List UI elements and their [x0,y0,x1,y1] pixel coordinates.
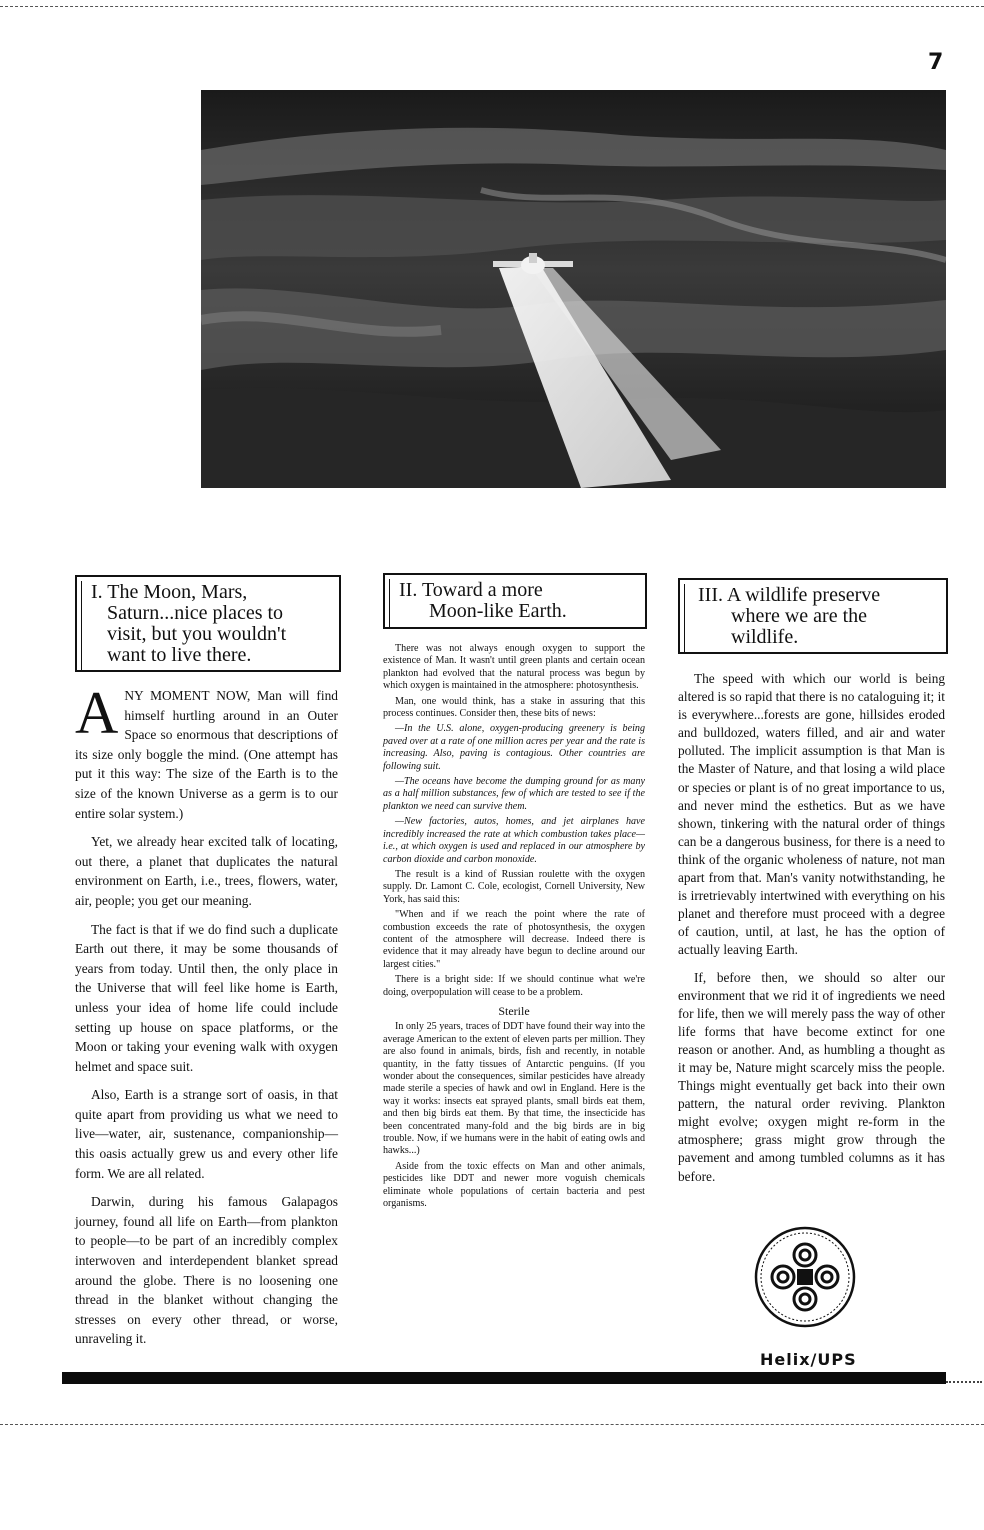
section-three-body [678,670,945,1186]
section-two-headline-box [383,573,647,629]
bottom-rule [0,1424,984,1425]
headline-line: where we are the [731,605,868,627]
paragraph: Darwin, during his famous Galapagos journey, found all life on Earth—from plankton to people—to be part of an incredibly complex interwoven and interdependent blanket spread around the globe. There is no loosening one thread in the blanket without changing the stresses on every other thread, or worse, unraveling it. [75,1194,338,1347]
headline-line: Saturn...nice places to [107,602,284,624]
lead-paragraph [75,680,338,823]
paragraph: Yet, we already hear excited talk of locating, out there, a planet that duplicates the natural environment on Earth, i.e., trees, flowers, water, air, people; you get our meaning. [75,834,338,908]
news-item: —The oceans have become the dumping ground for as many as a half million substances, few of which are tested to see if the plankton we need can survive them. [383,776,645,812]
paragraph: Aside from the toxic effects on Man and other animals, pesticides like DDT and newer more voguish chemicals eliminate whole populations of certain bacteria and pest organisms. [383,1160,645,1210]
subhead-sterile: Sterile [498,1003,530,1018]
paragraph: There is a bright side: If we should continue what we're doing, overpopulation will cease to be a problem. [383,974,645,998]
photo-image [201,90,946,488]
paragraph: Also, Earth is a strange sort of oasis, in that quite apart from providing us what we need to live—water, air, sustenance, companionship—this oasis actually grew us and every other life form. We are all related. [75,1087,338,1181]
top-rule [0,6,984,7]
section-two-headline [385,575,645,622]
paragraph: In only 25 years, traces of DDT have found their way into the average American to the extent of eleven parts per million. They are also found in animals, birds, fish and recently, in notable quantity, in the fatty tissues of Antarctic penguins. (If you wonder about the consequences, similar pesticides have already made sterile a species of hawk and owl in England. Here is the way it works: insects eat sprayed plants, small birds eat them, and then big birds eat them. By that time, the insecticide has been concentrated many-fold and the big birds are in big trouble. Now, if we humans were in the habit of eating owls and hawks...) [383,1021,645,1157]
headline-rule [389,579,390,629]
quote-paragraph: "When and if we reach the point where the rate of combustion exceeds the rate of photosynthesis, the oxygen content of the atmosphere will decrease. Indeed there is evidence that it may already have begun to decline around our largest cities." [383,909,645,970]
news-item: —In the U.S. alone, oxygen-producing greenery is being paved over at a rate of one million acres per year and the rate is increasing. Also, paving is contagious. Other countries are following suit. [383,723,645,772]
footer-bar-dots [946,1381,982,1383]
column-two [383,573,645,1213]
paragraph: The speed with which our world is being altered is so rapid that there is no cataloguing it; it is everywhere...forests are gone, hillsides eroded and bulldozed, waters filled, and air and water polluted. The implicit assumption is that Man is the Master of Nature, and that losing a wild place or species or plant is of no great importance to us, and never mind the esthetics. But as we have shown, tinkering with the natural order of things can be a dangerous business, for there is a need to think of the organic wholeness of nature, not man apart from that. Man's vanity notwithstanding, he is irretrievably intertwined with everything on his planet and therefore must proceed with a degree of caution, until, at last, he has the option of actually leaving Earth. [678,671,945,958]
headline-line: visit, but you wouldn't [107,623,287,645]
column-one [75,575,338,1358]
headline-line: want to live there. [107,644,252,666]
headline-rule [684,584,685,654]
paragraph: The result is a kind of Russian roulette with the oxygen supply. Dr. Lamont C. Cole, ecologist, Cornell University, New York, has said this: [383,868,645,905]
page-number: 7 [928,50,944,75]
headline-rule [81,581,82,672]
paragraph: There was not always enough oxygen to support the existence of Man. It wasn't until green plants and certain ocean plankton had evolved that the natural process was begun by which oxygen is maintained in the atmosphere: photosynthesis. [383,643,645,692]
section-one-headline-box [75,575,341,672]
headline-line: wildlife. [731,626,799,648]
headline-line: I. The Moon, Mars, [91,581,248,603]
section-one-headline [77,577,339,666]
paragraph: Man, one would think, has a stake in assuring that this process continues. Consider then, these bits of news: [383,695,645,720]
lead-text: Man will find himself hurtling around in an Outer Space so enormous that descriptions of its size only boggle the mind. (One attempt has put it this way: The size of the Earth is to the size of the known Universe as a germ is to our entire solar system.) [75,688,338,821]
publication-credit: Helix/UPS [760,1350,857,1369]
lead-caps: NY MOMENT NOW, [124,688,251,703]
spiral-emblem-icon [753,1225,857,1329]
paragraph: If, before then, we should so alter our environment that we rid it of ingredients we need for life, then we will merely pass the way of other life forms that have become extinct for one reason or another. And, as humbling a thought as it may be, Nature might scarcely miss the people. Things might eventually get back into their own pattern, the natural order reviving. Plankton might evolve; oxygen might re-form in the atmosphere; grass might grow through the pavement and among tumbled columns as it has before. [678,969,945,1184]
section-one-body [75,680,338,1349]
headline-line: II. Toward a more [399,579,543,601]
crop-duster-photo [201,90,946,488]
section-two-body [383,643,645,1210]
section-three-headline [680,580,946,648]
section-three-headline-box [678,578,948,654]
column-three [678,578,945,1195]
headline-line: III. A wildlife preserve [698,584,881,606]
footer-bar [62,1372,946,1384]
drop-cap: A [75,680,119,746]
headline-line: Moon-like Earth. [429,600,567,622]
paragraph: The fact is that if we do find such a duplicate Earth out there, it may be some thousands of years from today. Until then, the only place in the Universe that will feel like home is Earth, unless your idea of home life could include setting up house on space platforms, or the Moon or taking your evening walk with oxygen helmet and space suit. [75,921,338,1074]
news-item: —New factories, autos, homes, and jet airplanes have incredibly increased the rate at which combustion takes place—i.e., at which oxygen is used and replaced in our atmosphere by carbon dioxide and carbon monoxide. [383,816,645,865]
